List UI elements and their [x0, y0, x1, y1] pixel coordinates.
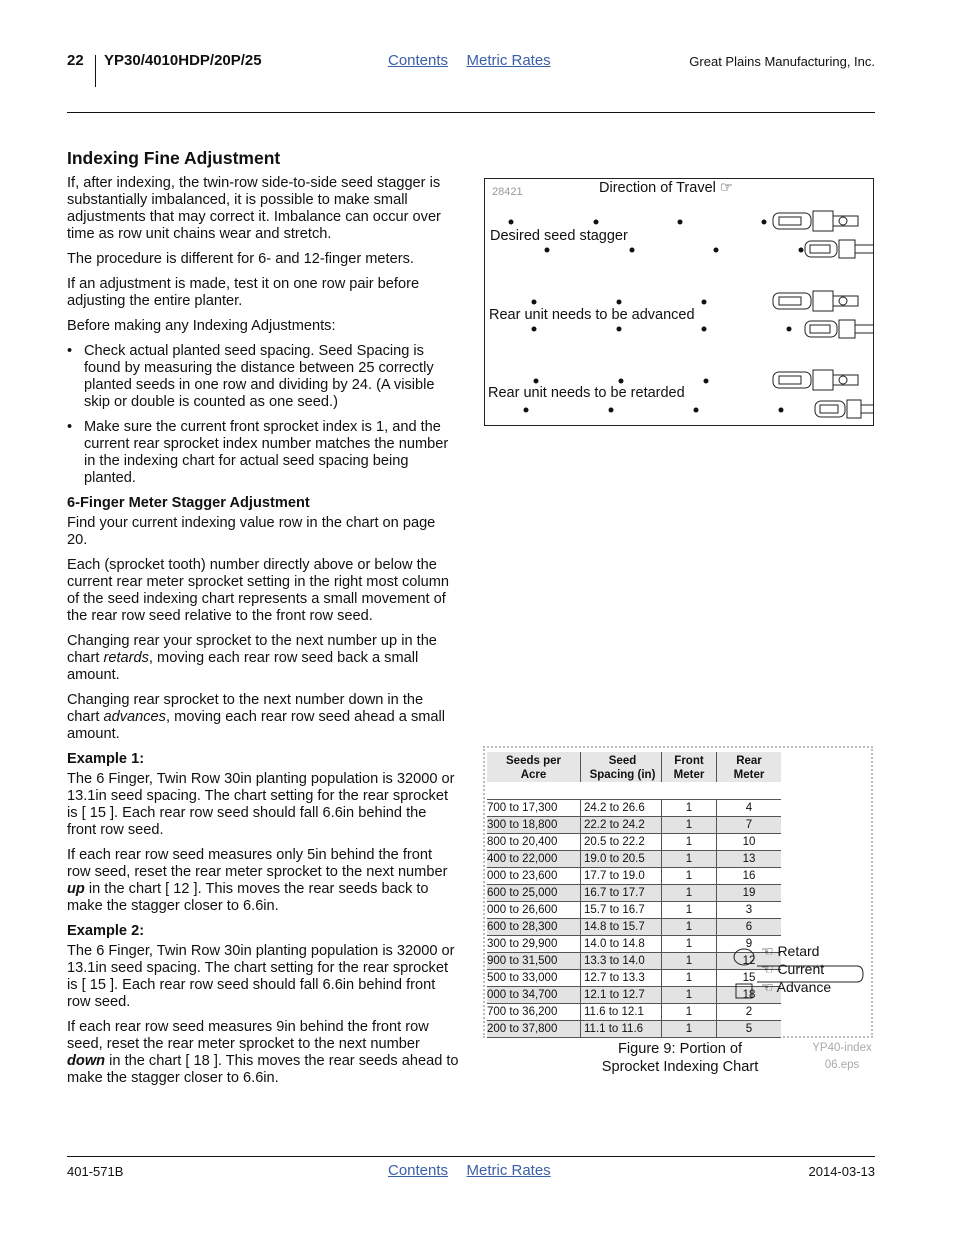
cell-rear-meter: 9 — [717, 936, 782, 953]
cell-seeds-per-acre: 900 to 31,500 — [487, 953, 581, 970]
cell-seeds-per-acre: 800 to 20,400 — [487, 834, 581, 851]
document-code: 401-571B — [67, 1164, 124, 1179]
footer-contents-link[interactable]: Contents — [388, 1162, 449, 1179]
row-unit-drawings — [773, 211, 873, 418]
cell-seed-spacing: 19.0 to 20.5 — [581, 851, 662, 868]
cell-front-meter: 1 — [662, 800, 717, 817]
cell-front-meter: 1 — [662, 936, 717, 953]
page-number: 22 — [67, 52, 84, 69]
cell-front-meter: 1 — [662, 987, 717, 1004]
cell-rear-meter: 19 — [717, 885, 782, 902]
cell-rear-meter: 16 — [717, 868, 782, 885]
cell-seeds-per-acre: 300 to 29,900 — [487, 936, 581, 953]
header-divider — [95, 55, 96, 87]
cell-seeds-per-acre: 000 to 26,600 — [487, 902, 581, 919]
cell-seeds-per-acre: 400 to 22,000 — [487, 851, 581, 868]
advance-paragraph: Changing rear sprocket to the next number down in the chart advances, moving each rear row seed ahead a small amount. — [67, 692, 446, 742]
footer-nav — [388, 1162, 565, 1180]
cell-front-meter: 1 — [662, 1021, 717, 1038]
body-column — [67, 150, 459, 1095]
retard-annotation: ☜ Retard — [761, 943, 820, 959]
cell-seed-spacing: 14.0 to 14.8 — [581, 936, 662, 953]
list-item: • Check actual planted seed spacing. Seed Spacing is found by measuring the distance between 25 correctly planted seeds in one row and dividing by 24. (A visible skip or double is counted as one seed.) — [67, 343, 459, 411]
cell-rear-meter: 15 — [717, 970, 782, 987]
cell-rear-meter: 10 — [717, 834, 782, 851]
example-2-title: Example 2: — [67, 923, 145, 939]
cell-rear-meter: 12 — [717, 953, 782, 970]
cell-seed-spacing: 22.2 to 24.2 — [581, 817, 662, 834]
cell-rear-meter: 6 — [717, 919, 782, 936]
paragraph: The 6 Finger, Twin Row 30in planting population is 32000 or 13.1in seed spacing. The chart setting for the rear sprocket is [ 15 ]. Each rear row seed should fall 6.6in behind front row seed. — [67, 943, 455, 1010]
paragraph: Each (sprocket tooth) number directly above or below the current rear meter sprocket setting in the right most column of the seed indexing chart represents a small movement of the rear row seed relative to the front row seed. — [67, 557, 450, 624]
retard-circle-mark — [734, 949, 754, 965]
checklist — [67, 343, 459, 487]
cell-rear-meter: 5 — [717, 1021, 782, 1038]
cell-seed-spacing: 11.6 to 12.1 — [581, 1004, 662, 1021]
cell-seeds-per-acre: 300 to 18,800 — [487, 817, 581, 834]
example-1-title: Example 1: — [67, 751, 145, 767]
paragraph: The 6 Finger, Twin Row 30in planting population is 32000 or 13.1in seed spacing. The chart setting for the rear sprocket is [ 15 ]. Each rear row seed should fall 6.6in behind the front row seed. — [67, 771, 455, 838]
cell-seed-spacing: 17.7 to 19.0 — [581, 868, 662, 885]
cell-seeds-per-acre: 500 to 33,000 — [487, 970, 581, 987]
header-front-meter: Front Meter — [662, 752, 717, 782]
footer-metric-rates-link[interactable]: Metric Rates — [466, 1162, 551, 1179]
header-nav — [388, 52, 565, 70]
cell-seed-spacing: 12.7 to 13.3 — [581, 970, 662, 987]
cell-seed-spacing: 11.1 to 11.6 — [581, 1021, 662, 1038]
cell-front-meter: 1 — [662, 817, 717, 834]
cell-front-meter: 1 — [662, 868, 717, 885]
paragraph: Before making any Indexing Adjustments: — [67, 318, 336, 334]
paragraph: If each rear row seed measures only 5in behind the front row seed, reset the rear meter sprocket to the next number up in the chart [ 12 ]. This moves the rear seeds back to make the stagger closer to 6.6in. — [67, 847, 448, 914]
cell-front-meter: 1 — [662, 885, 717, 902]
paragraph: Find your current indexing value row in the chart on page 20. — [67, 515, 436, 548]
cell-rear-meter: 7 — [717, 817, 782, 834]
cell-seed-spacing: 12.1 to 12.7 — [581, 987, 662, 1004]
figure-file-id: YP40-index 06.eps — [812, 1042, 872, 1071]
model-title: YP30/4010HDP/20P/25 — [104, 52, 262, 69]
cell-front-meter: 1 — [662, 1004, 717, 1021]
header-rear-meter: Rear Meter — [717, 752, 782, 782]
cell-front-meter: 1 — [662, 902, 717, 919]
cell-seeds-per-acre: 200 to 37,800 — [487, 1021, 581, 1038]
cell-seed-spacing: 16.7 to 17.7 — [581, 885, 662, 902]
retard-label: Rear unit needs to be retarded — [488, 385, 685, 401]
advance-box-mark — [736, 984, 752, 998]
metric-rates-link[interactable]: Metric Rates — [466, 52, 551, 69]
paragraph: If each rear row seed measures 9in behind the front row seed, reset the rear meter sprocket to the next number down in the chart [ 18 ]. This moves the rear seeds ahead to make the stagger closer to 6.6in. — [67, 1019, 459, 1086]
contents-link[interactable]: Contents — [388, 52, 449, 69]
cell-front-meter: 1 — [662, 970, 717, 987]
cell-seed-spacing: 13.3 to 14.0 — [581, 953, 662, 970]
seed-stagger-figure — [484, 178, 874, 426]
subsection-title: 6-Finger Meter Stagger Adjustment — [67, 495, 310, 511]
cell-seed-spacing: 15.7 to 16.7 — [581, 902, 662, 919]
cell-seeds-per-acre: 000 to 23,600 — [487, 868, 581, 885]
figure-caption: Figure 9: Portion of Sprocket Indexing Chart — [601, 1041, 759, 1075]
cell-rear-meter: 18 — [717, 987, 782, 1004]
paragraph: The procedure is different for 6- and 12-finger meters. — [67, 251, 414, 267]
section-title: Indexing Fine Adjustment — [67, 148, 281, 168]
paragraph: If an adjustment is made, test it on one row pair before adjusting the entire planter. — [67, 276, 420, 309]
cell-seed-spacing: 24.2 to 26.6 — [581, 800, 662, 817]
cell-front-meter: 1 — [662, 919, 717, 936]
list-item: • Make sure the current front sprocket index is 1, and the current rear sprocket index number matches the number in the indexing chart for actual seed spacing being planted. — [67, 419, 459, 487]
advance-label: Rear unit needs to be advanced — [489, 307, 695, 323]
cell-front-meter: 1 — [662, 851, 717, 868]
cell-seed-spacing: 20.5 to 22.2 — [581, 834, 662, 851]
cell-rear-meter: 13 — [717, 851, 782, 868]
current-annotation: ☜ Current — [761, 961, 825, 977]
cell-seeds-per-acre: 600 to 25,000 — [487, 885, 581, 902]
cell-seed-spacing: 14.8 to 15.7 — [581, 919, 662, 936]
advance-annotation: ☜ Advance — [761, 979, 832, 995]
company-name: Great Plains Manufacturing, Inc. — [689, 54, 875, 69]
header-seed-spacing: Seed Spacing (in) — [581, 752, 662, 782]
retard-paragraph: Changing rear your sprocket to the next number up in the chart retards, moving each rear row seed back a small amount. — [67, 633, 437, 683]
cell-seeds-per-acre: 600 to 28,300 — [487, 919, 581, 936]
cell-front-meter: 1 — [662, 834, 717, 851]
header-seeds-per-acre: Seeds per Acre — [487, 752, 581, 782]
footer-rule — [67, 1156, 875, 1157]
cell-front-meter: 1 — [662, 953, 717, 970]
cell-seeds-per-acre: 000 to 34,700 — [487, 987, 581, 1004]
paragraph: If, after indexing, the twin-row side-to-side seed stagger is substantially imbalanced, it is possible to make small adjustments that may correct it. Imbalance can occur over time as row unit chains wear and stretch. — [67, 175, 441, 242]
desired-stagger-label: Desired seed stagger — [490, 228, 628, 244]
cell-seeds-per-acre: 700 to 36,200 — [487, 1004, 581, 1021]
cell-rear-meter: 4 — [717, 800, 782, 817]
figure-id: 28421 — [492, 186, 523, 198]
cell-rear-meter: 3 — [717, 902, 782, 919]
cell-seeds-per-acre: 700 to 17,300 — [487, 800, 581, 817]
sprocket-indexing-chart-figure — [483, 746, 873, 1038]
document-date: 2014-03-13 — [808, 1164, 875, 1179]
direction-of-travel-label: Direction of Travel ☞ — [599, 180, 733, 196]
header-rule — [67, 112, 875, 113]
cell-rear-meter: 2 — [717, 1004, 782, 1021]
